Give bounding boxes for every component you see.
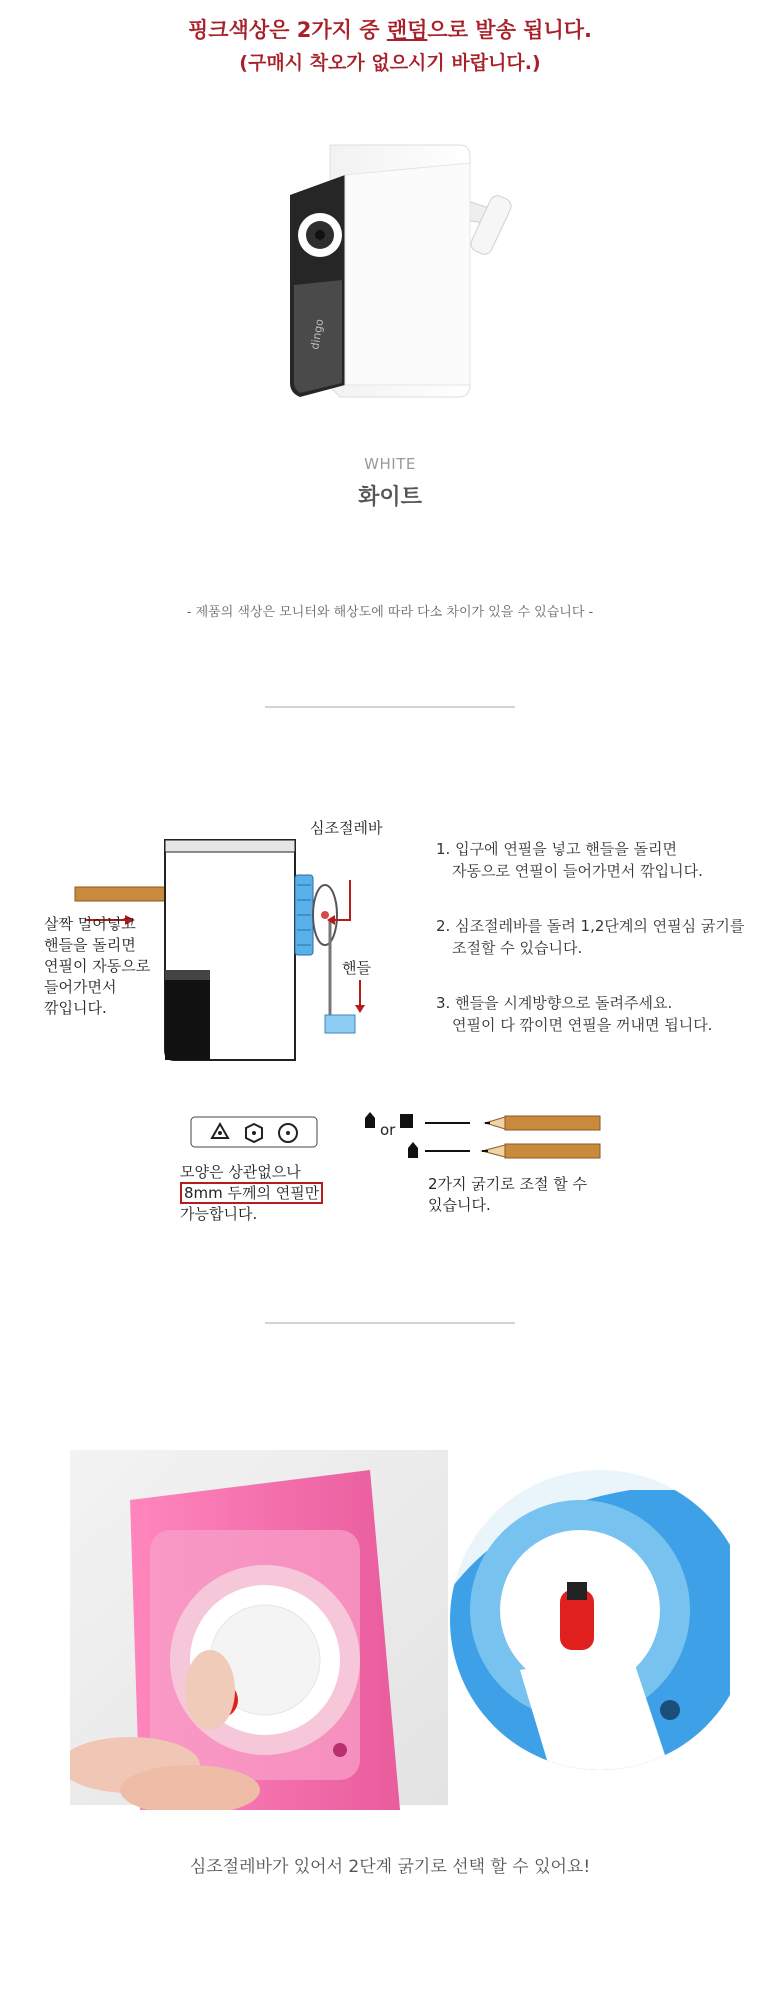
color-disclaimer: - 제품의 색상은 모니터와 해상도에 따라 다소 차이가 있을 수 있습니다 - <box>186 605 594 620</box>
or-label: or <box>380 1121 396 1139</box>
color-notice-line2: (구매시 착오가 없으시기 바랍니다.) <box>239 52 541 74</box>
pencil-shapes-icon <box>190 1116 320 1150</box>
divider-2 <box>265 1322 515 1324</box>
thickness-highlight: 8mm 두께의 연필만 <box>180 1182 323 1204</box>
handle-label: 핸들 <box>342 959 371 977</box>
lead-lever-photo <box>70 1450 730 1810</box>
side-note: 살짝 밀어넣고 핸들을 돌리면 연필이 자동으로 들어가면서 깎입니다. <box>44 915 151 1017</box>
brand-logo: dingo <box>308 317 327 351</box>
step-1: 1. 입구에 연필을 넣고 핸들을 돌리면 자동으로 연필이 들어가면서 깎입니다. <box>436 840 703 880</box>
lead-lever-label: 심조절레바 <box>310 819 383 837</box>
color-notice-line1: 핑크색상은 2가지 중 랜덤으로 발송 됩니다. <box>187 18 593 42</box>
step-3: 3. 핸들을 시계방향으로 돌려주세요. 연필이 다 깎이면 연필을 꺼내면 됩니다. <box>436 994 713 1034</box>
tip-thickness-icon <box>360 1108 610 1168</box>
random-underlined: 랜덤 <box>386 18 428 42</box>
shape-note: 모양은 상관없으나 8mm 두께의 연필만 가능합니다. <box>180 1162 323 1225</box>
thickness-note: 2가지 굵기로 조절 할 수 있습니다. <box>428 1175 588 1214</box>
step-2: 2. 심조절레바를 돌려 1,2단계의 연필심 굵기를 조절할 수 있습니다. <box>436 917 745 957</box>
white-sharpener-image <box>270 135 570 435</box>
color-name-kr: 화이트 <box>358 485 422 510</box>
color-name-en: WHITE <box>364 455 416 473</box>
divider-1 <box>265 706 515 708</box>
photo-caption: 심조절레바가 있어서 2단계 굵기로 선택 할 수 있어요! <box>189 1857 591 1877</box>
